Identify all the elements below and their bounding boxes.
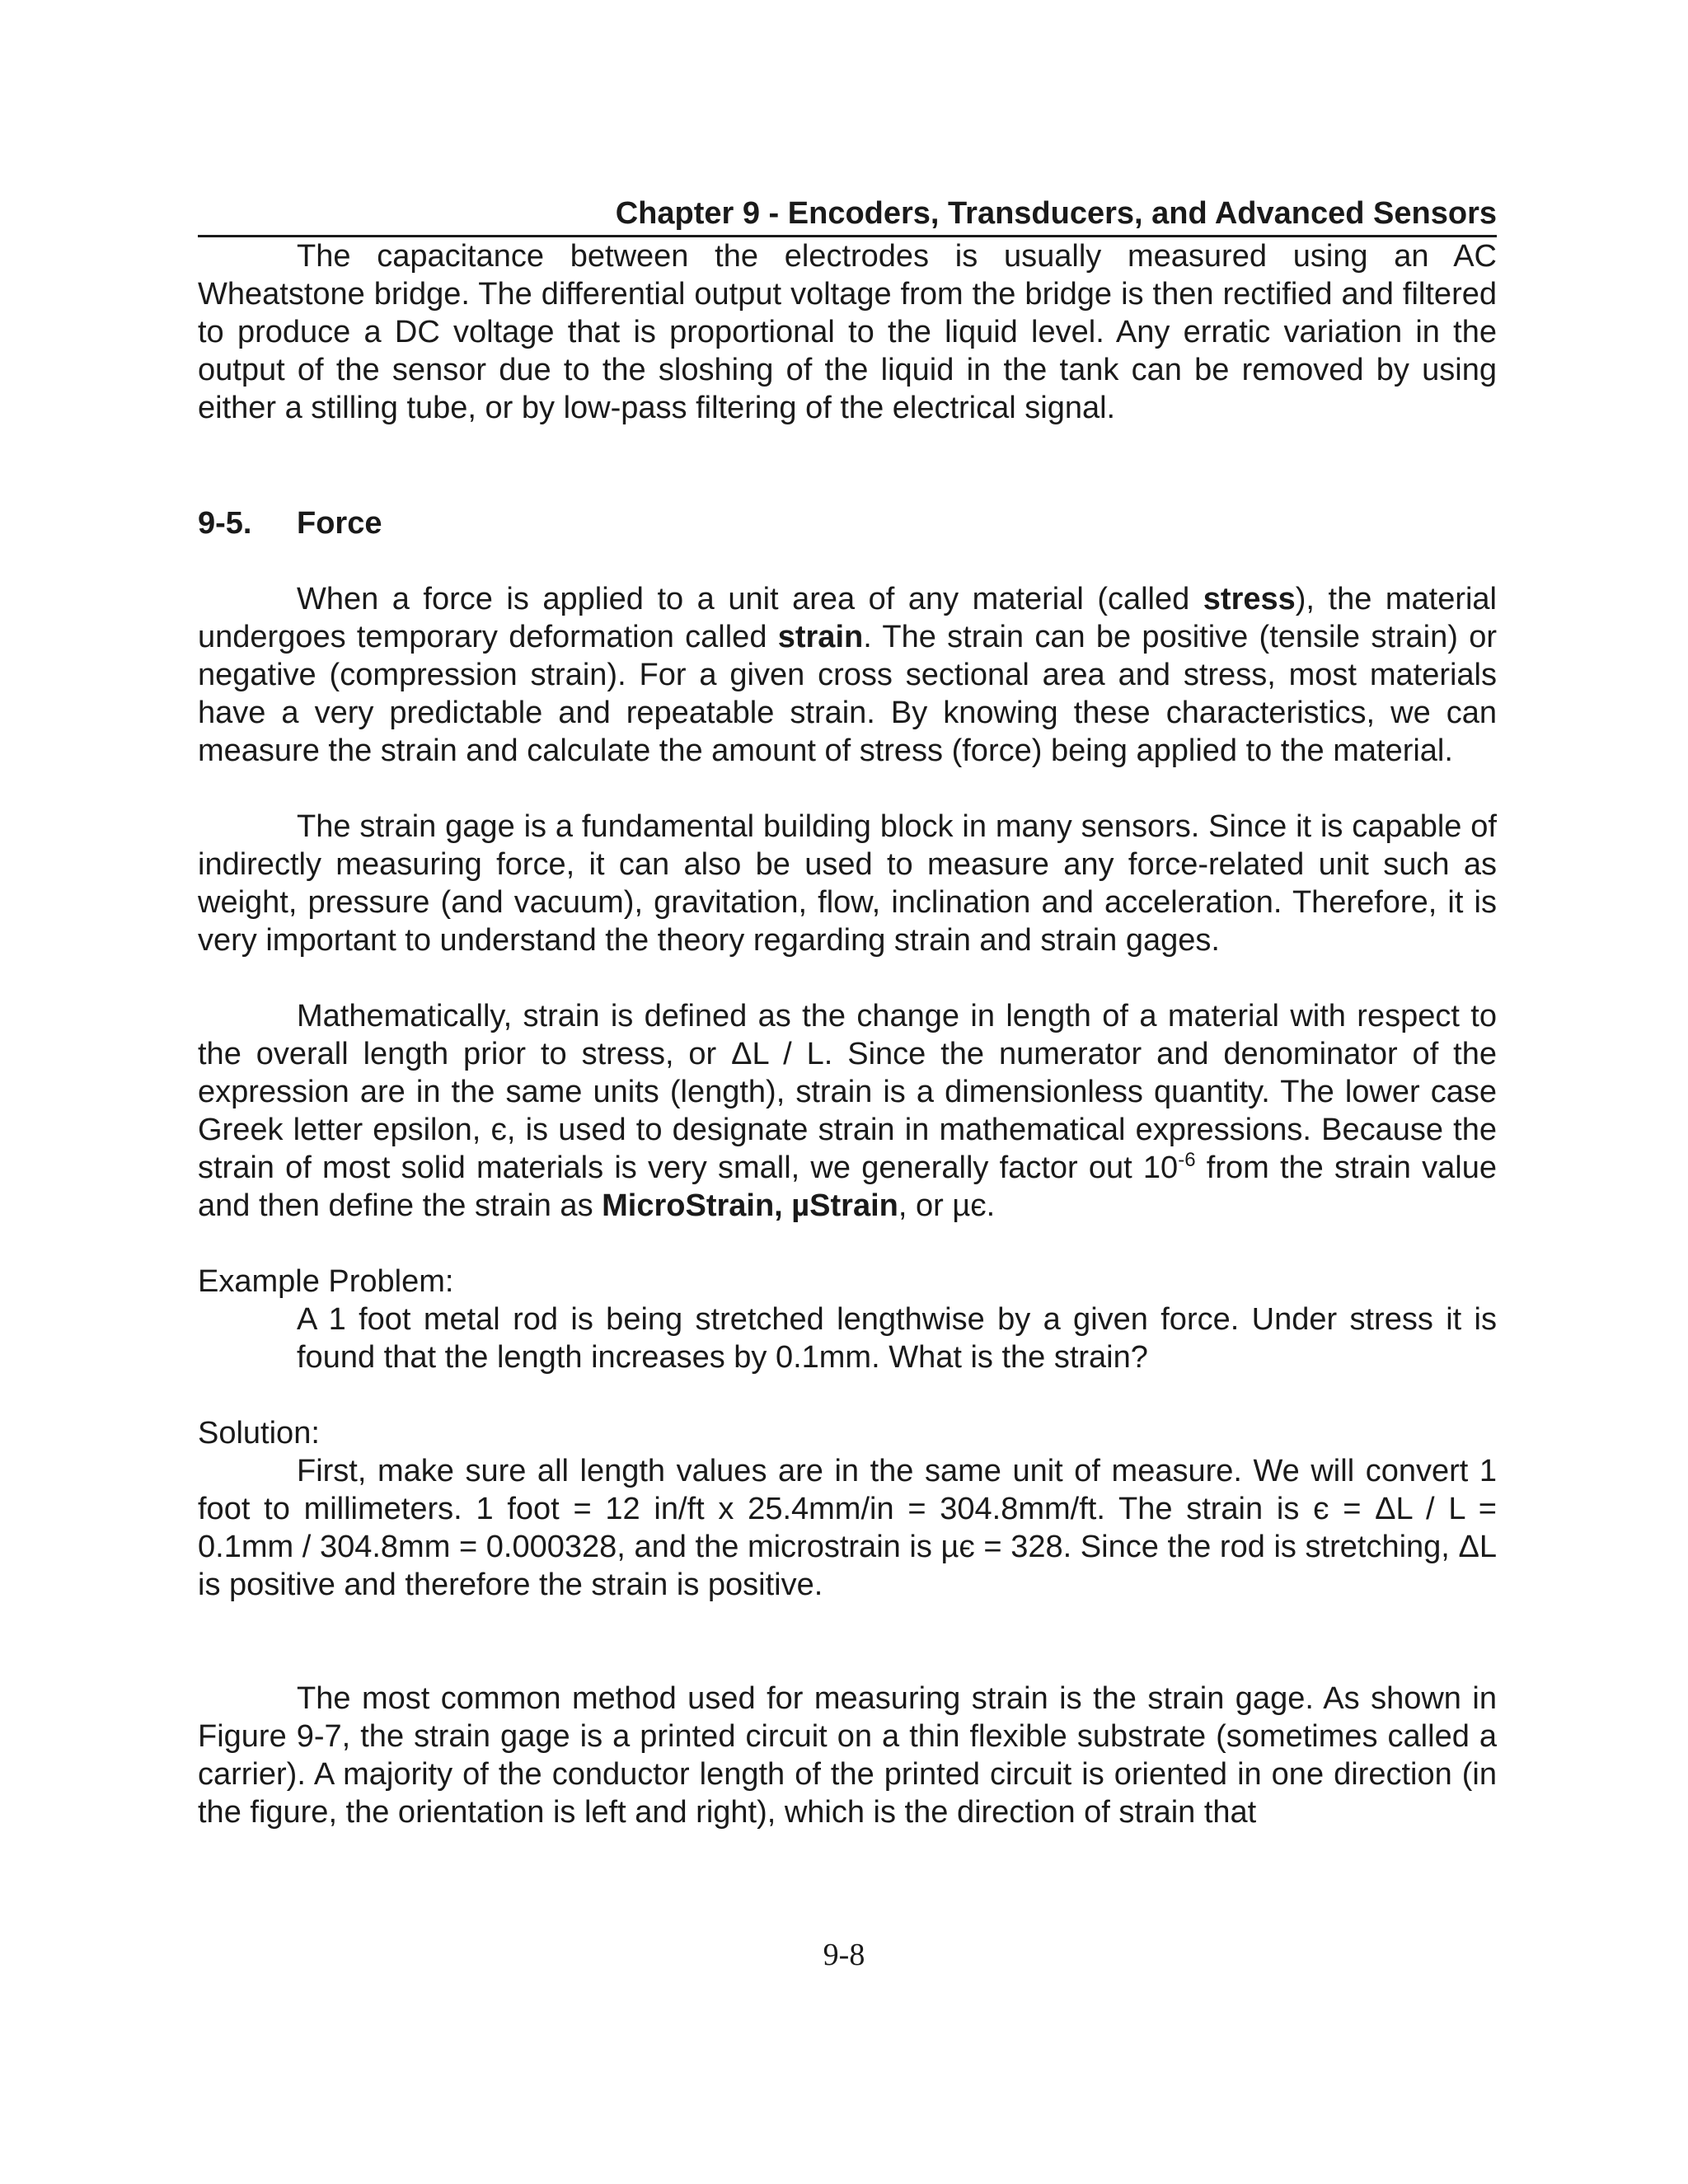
section-heading: [198, 504, 1497, 542]
term-strain: strain: [777, 620, 864, 654]
section-title: Force: [297, 506, 382, 541]
solution-label: Solution:: [198, 1416, 320, 1451]
chapter-header: Chapter 9 - Encoders, Transducers, and Advanced Sensors: [198, 194, 1497, 237]
text-run: ), the material undergoes temporary deformation called: [198, 582, 1498, 654]
document-page: [198, 194, 1497, 1831]
strain-gage-paragraph: The strain gage is a fundamental building block in many sensors. Since it is capable of indirectly measuring force, it can also be used to measure any force-related unit such as weight, pressure (and vacuum), gravitation, flow, inclination and acceleration. Therefore, it is very important to understand the theory regarding strain and strain gages.: [198, 809, 1497, 958]
text-run: , or µє.: [898, 1188, 996, 1223]
text-run: When a force is applied to a unit area of any material (called: [297, 582, 1203, 616]
term-microstrain: MicroStrain, µStrain: [602, 1188, 898, 1223]
text-run: . The strain can be positive (tensile strain) or negative (compression strain). For a given cross sectional area and stress, most materials have a very predictable and repeatable strain. By knowing these characteristics, we can measure the strain and calculate the amount of stress (force) being applied to the material.: [198, 620, 1497, 768]
intro-paragraph: The capacitance between the electrodes is usually measured using an AC Wheatstone bridge. The differential output voltage from the bridge is then rectified and filtered to produce a DC voltage that is proportional to the liquid level. Any erratic variation in the output of the sensor due to the sloshing of the liquid in the tank can be removed by using either a stilling tube, or by low-pass filtering of the electrical signal.: [198, 239, 1497, 425]
exponent: -6: [1178, 1149, 1196, 1171]
term-stress: stress: [1203, 582, 1296, 616]
example-label: Example Problem:: [198, 1264, 454, 1299]
text-run: Mathematically, strain is defined as the change in length of a material with respect to the overall length prior to stress, or ΔL / L. Since the numerator and denominator of the expression are in the same units (length), strain is a dimensionless quantity. The lower case Greek letter epsilon, є, is used to designate strain in mathematical expressions. Because the strain of most solid materials is very small, we generally factor out 10: [198, 999, 1497, 1185]
math-paragraph: [198, 997, 1497, 1225]
text-run: from the strain value and then define the strain as: [198, 1151, 1497, 1223]
method-paragraph: The most common method used for measuring strain is the strain gage. As shown in Figure 9-7, the strain gage is a printed circuit on a thin flexible substrate (sometimes called a carrier). A majority of the conductor length of the printed circuit is oriented in one direction (in the figure, the orientation is left and right), which is the direction of strain that: [198, 1681, 1497, 1830]
example-text: A 1 foot metal rod is being stretched lengthwise by a given force. Under stress it is found that the length increases by 0.1mm. What is the strain?: [297, 1302, 1497, 1375]
solution-text: First, make sure all length values are in the same unit of measure. We will convert 1 foot to millimeters. 1 foot = 12 in/ft x 25.4mm/in = 304.8mm/ft. The strain is є = ΔL / L = 0.1mm / 304.8mm = 0.000328, and the microstrain is µє = 328. Since the rod is stretching, ΔL is positive and therefore the strain is positive.: [198, 1454, 1497, 1602]
section-number: 9-5.: [198, 506, 252, 541]
page-number: 9-8: [823, 1938, 865, 1972]
stress-paragraph: [198, 580, 1497, 770]
